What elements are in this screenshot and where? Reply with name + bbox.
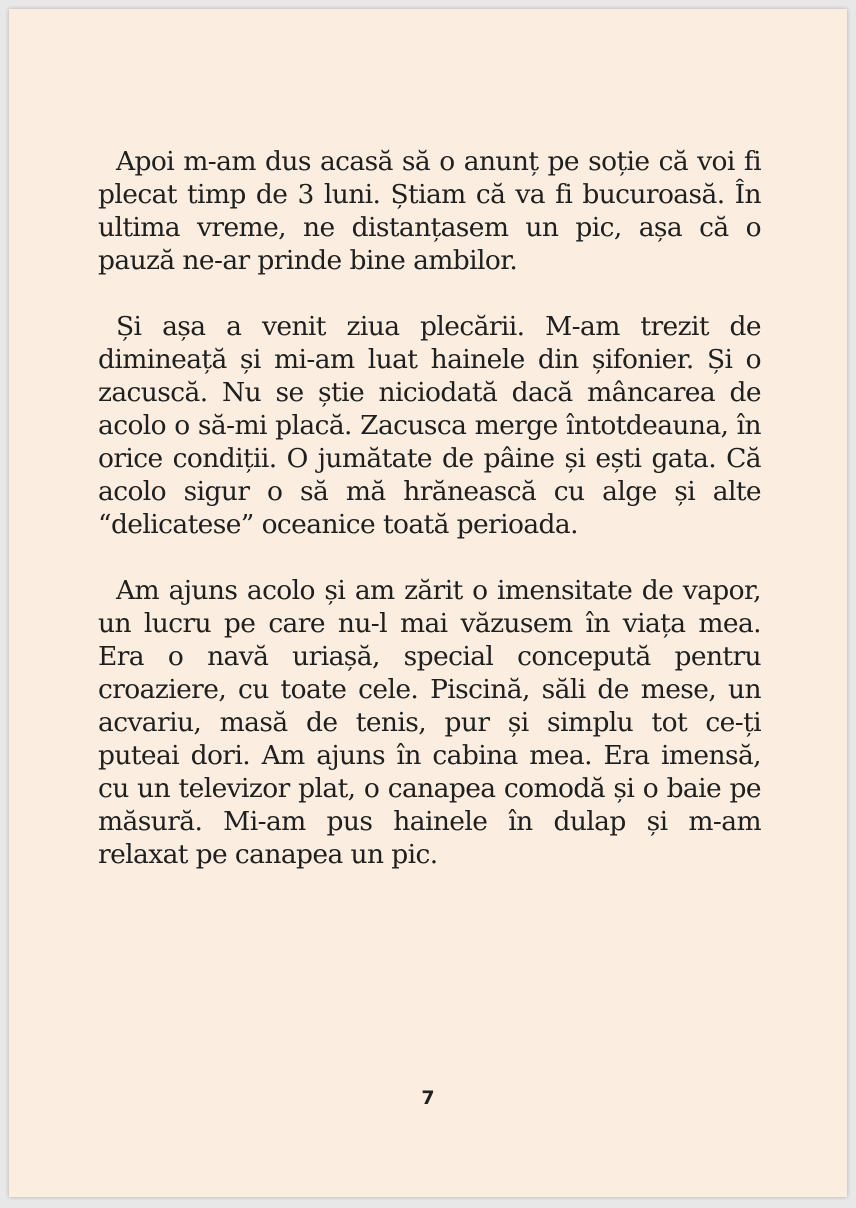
book-page [9,9,847,1197]
page-text [98,145,761,904]
page-number: 7 [421,1087,435,1109]
paragraph: Apoi m-am dus acasă să o anunț pe soție că voi fi plecat timp de 3 luni. Știam că va fi bucuroasă. În ultima vreme, ne distanțasem un pic, așa că o pauză ne-ar prinde bine ambilor. [98,146,761,276]
paragraph: Și așa a venit ziua plecării. M-am trezit de dimineață și mi-am luat hainele din șifonier. Și o zacuscă. Nu se știe niciodată dacă mâncarea de acolo o să-mi placă. Zacusca merge întotdeauna, în orice condiții. O jumătate de pâine și ești gata. Că acolo sigur o să mă hrănească cu alge și alte “delicatese” oceanice toată perioada. [98,311,761,540]
paragraph: Am ajuns acolo și am zărit o imensitate de vapor, un lucru pe care nu-l mai văzusem în viața mea. Era o navă uriașă, special concepută pentru croaziere, cu toate cele. Piscină, săli de mese, un acvariu, masă de tenis, pur și simplu tot ce-ți puteai dori. Am ajuns în cabina mea. Era imensă, cu un televizor plat, o canapea comodă și o baie pe măsură. Mi-am pus hainele în dulap și m-am relaxat pe canapea un pic. [98,575,761,870]
